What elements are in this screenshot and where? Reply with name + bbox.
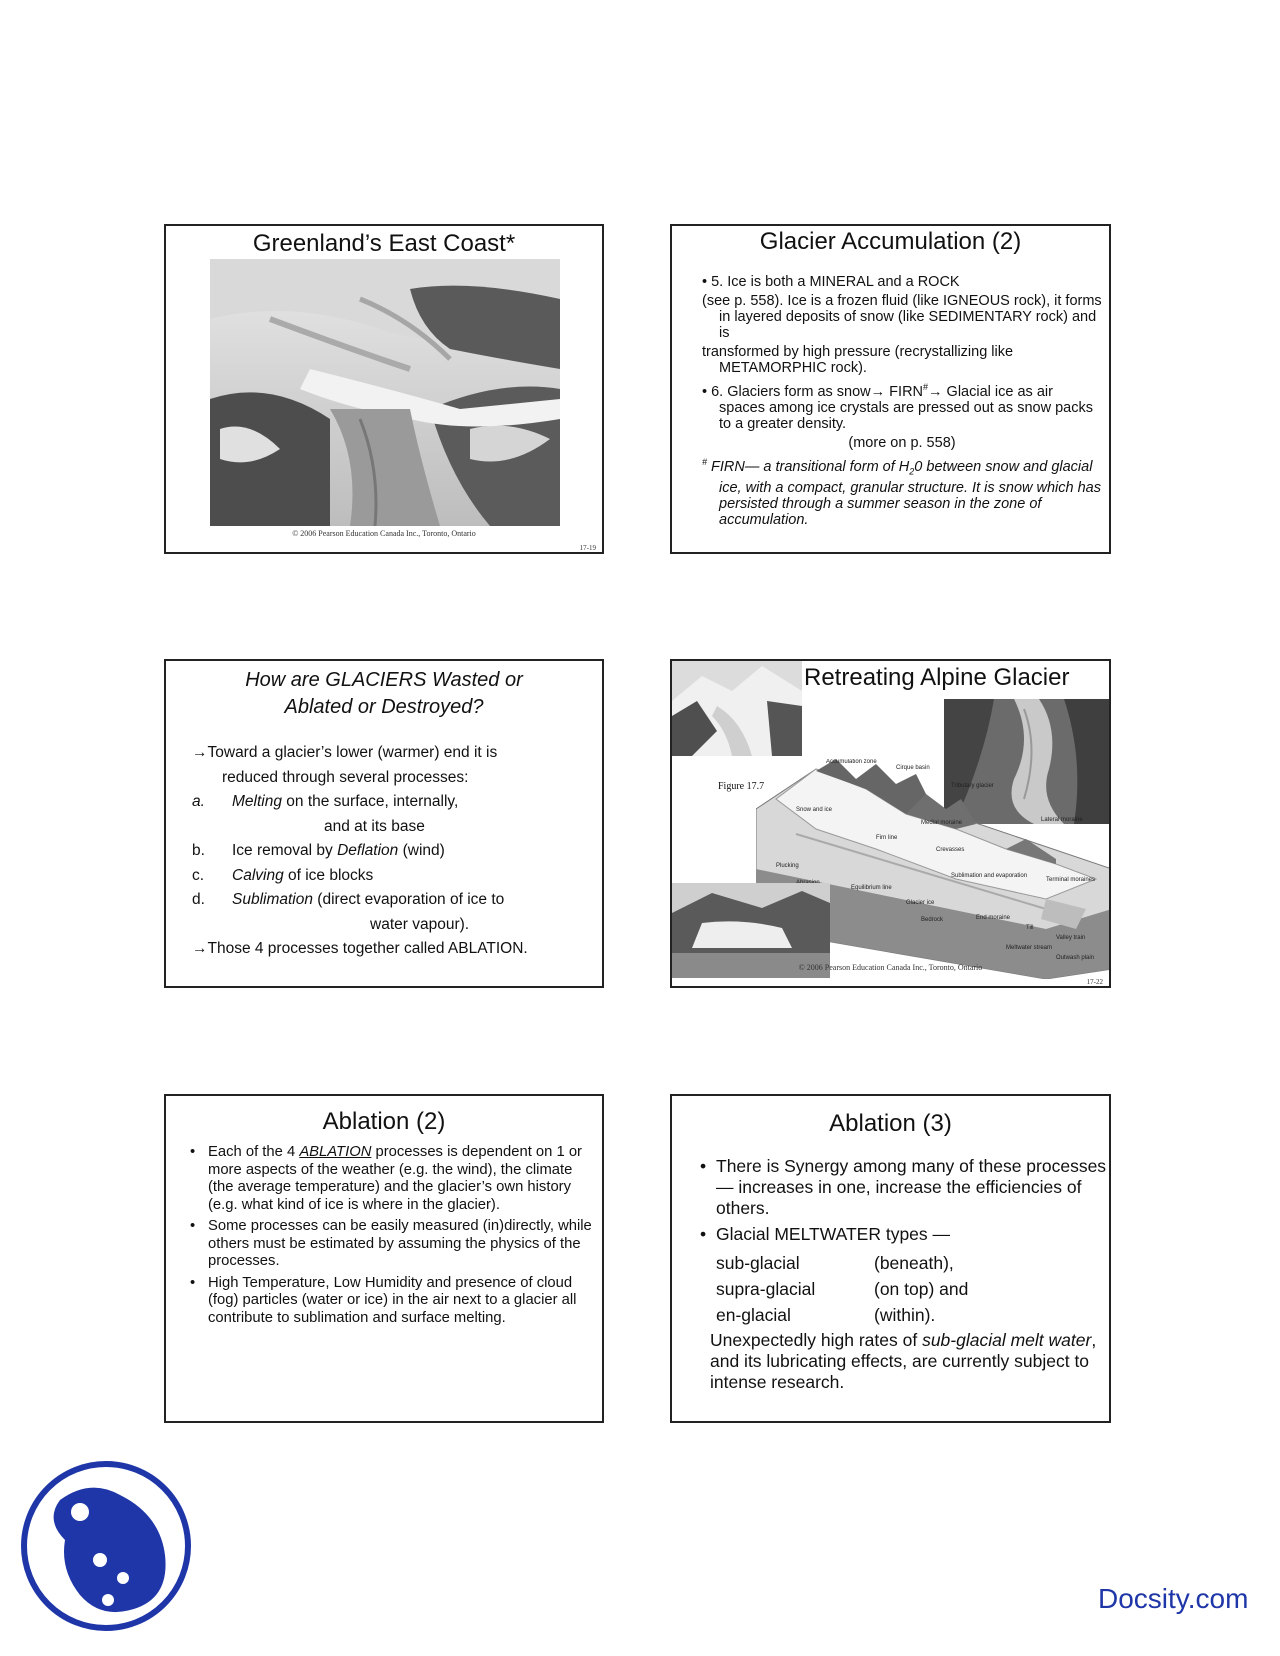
slide-glacier-ablation (164, 659, 604, 988)
diagram-label: Till (1026, 925, 1034, 931)
item-term: Melting (232, 793, 282, 810)
meltwater-type (700, 1276, 1110, 1302)
greenland-aerial-photo (210, 259, 560, 526)
diagram-label: Meltwater stream (1006, 945, 1053, 951)
docsity-link[interactable]: Docsity.com (1098, 1583, 1249, 1614)
slide-title: Ablation (3) (829, 1110, 952, 1137)
point-6 (702, 379, 1102, 432)
diagram-label: Lateral moraine (1041, 817, 1083, 823)
bullet-text-2: processes is dependent on 1 or more aspects of the weather (e.g. the wind), the climate (the average temperature) and the glacier’s own history (e.g. what kind of ice is where in the glacier). (208, 1144, 582, 1213)
slide-number: 17-19 (579, 544, 596, 552)
subscript: 2 (909, 466, 915, 477)
diagram-label: Plucking (776, 863, 799, 869)
item-text-2: (wind) (398, 842, 445, 859)
bullet-list (700, 1156, 1110, 1245)
item-continuation: and at its base (324, 817, 425, 835)
item-continuation: water vapour). (370, 915, 470, 933)
page-reference: (more on p. 558) (848, 434, 956, 451)
diagram-label: Accumulation zone (826, 759, 877, 765)
bullet-item: • There is Synergy among many of these processes — increases in one, increase the efficiencies of others. (700, 1156, 1110, 1219)
meltwater-name: sub-glacial (716, 1253, 800, 1273)
item-label: a. (192, 793, 205, 810)
diagram-label: Outwash plain (1056, 955, 1095, 961)
slide-title (166, 667, 602, 721)
meltwater-type (700, 1250, 1110, 1276)
diagram-label: Sublimation and evaporation (951, 873, 1028, 879)
process-sublimation (192, 888, 592, 913)
diagram-label: Crevasses (936, 847, 965, 853)
slide-number: 17-22 (1086, 978, 1103, 986)
item-label: d. (192, 891, 205, 908)
docsity-logo-icon[interactable] (20, 1460, 192, 1632)
slide-retreating-alpine-glacier (670, 659, 1111, 988)
point-6-text-2: → Glacial ice as air spaces among ice crystals are pressed out as snow packs to a greater density. (719, 383, 1093, 432)
diagram-label: Bedrock (921, 917, 944, 923)
diagram-label: Valley train (1056, 935, 1086, 941)
process-melting (192, 790, 592, 815)
slide-title: Ablation (2) (322, 1108, 446, 1135)
diagram-label: Terminal moraines (1046, 877, 1096, 883)
diagram-label: Glacier ice (906, 900, 935, 906)
item-label: c. (192, 866, 205, 884)
diagram-label: Equilibrium line (851, 885, 892, 891)
intro-text: →Toward a glacier’s lower (warmer) end it is (192, 744, 498, 761)
firn-footnote (702, 454, 1102, 528)
title-line-2: Ablated or Destroyed? (284, 696, 484, 718)
meltwater-desc: (within). (874, 1305, 936, 1325)
point-5-detail-2: transformed by high pressure (recrystallizing like METAMORPHIC rock). (702, 344, 1014, 376)
diagram-label: Cirque basin (896, 765, 930, 771)
slide-ablation-3 (670, 1094, 1111, 1423)
slide-greenland-east-coast (164, 224, 604, 554)
process-calving (192, 864, 592, 889)
footnote-text: FIRN— a transitional form of H (707, 458, 910, 475)
meltwater-type (700, 1302, 1110, 1328)
footnote-text-2: 0 between snow and glacial ice, with a compact, granular structure. It is snow which has persisted through a summer season in the zone of accumulation. (719, 458, 1101, 528)
slide-body (702, 274, 1102, 531)
item-term: Deflation (337, 842, 399, 859)
point-5-detail: (see p. 558). Ice is a frozen fluid (like IGNEOUS rock), it forms in layered deposits of snow (like SEDIMENTARY rock) and is (702, 293, 1102, 341)
closing-part-2: , and its lubricating effects, are currently subject to intense research. (710, 1330, 1097, 1392)
meltwater-desc: (on top) and (874, 1279, 969, 1299)
bullet-item (186, 1144, 598, 1214)
diagram-label: Tributary glacier (951, 783, 994, 789)
footnote-marker: # (702, 456, 708, 467)
meltwater-name: supra-glacial (716, 1279, 816, 1299)
diagram-label: Snow and ice (796, 807, 833, 813)
slide-body (700, 1156, 1110, 1393)
slide-title: Glacier Accumulation (2) (759, 228, 1022, 255)
slide-body (186, 1144, 598, 1331)
item-text: on the surface, internally, (281, 793, 459, 810)
copyright-footer: © 2006 Pearson Education Canada Inc., Toronto, Ontario (292, 529, 476, 538)
bullet-item: • Some processes can be easily measured (in)directly, while others must be estimated by assuming the physics of the processes. (186, 1218, 598, 1271)
closing-term: sub-glacial melt water (922, 1330, 1092, 1350)
alpine-glacier-photo (672, 661, 802, 756)
slide-glacier-accumulation-2 (670, 224, 1111, 554)
bullet-text: Each of the 4 (208, 1144, 300, 1160)
slide-title: Greenland’s East Coast* (252, 230, 516, 257)
process-deflation (192, 839, 592, 864)
meltwater-name: en-glacial (716, 1305, 791, 1325)
diagram-label: Firn line (876, 835, 898, 841)
title-line-1: How are GLACIERS Wasted or (245, 669, 523, 691)
closing-text (700, 1330, 1110, 1393)
slide-body (192, 741, 592, 962)
point-5: • 5. Ice is both a MINERAL and a ROCK (702, 274, 960, 290)
item-text: (direct evaporation of ice to (313, 891, 505, 908)
point-6-text: • 6. Glaciers form as snow→ FIRN (702, 383, 924, 400)
outro-text: →Those 4 processes together called ABLATION. (192, 940, 528, 957)
bullet-list (186, 1144, 598, 1327)
item-label: b. (192, 842, 205, 859)
slide-title: Retreating Alpine Glacier (804, 664, 1070, 691)
bullet-item: • High Temperature, Low Humidity and presence of cloud (fog) particles (water or ice) in the air next to a glacier all contribute to sublimation and surface melting. (186, 1275, 598, 1328)
bullet-term: ABLATION (299, 1144, 372, 1160)
diagram-label: Medial moraine (921, 820, 963, 826)
intro-text-2: reduced through several processes: (222, 768, 469, 786)
diagram-label: End moraine (976, 915, 1011, 921)
closing-part: Unexpectedly high rates of (710, 1330, 923, 1350)
item-term: Sublimation (232, 891, 313, 908)
slide-ablation-2 (164, 1094, 604, 1423)
item-text: of ice blocks (283, 866, 374, 884)
copyright-footer: © 2006 Pearson Education Canada Inc., Toronto, Ontario (798, 963, 983, 972)
footnote-marker: # (923, 382, 929, 392)
meltwater-desc: (beneath), (874, 1253, 954, 1273)
item-text: Ice removal by (232, 842, 338, 859)
bullet-item: • Glacial MELTWATER types — (700, 1224, 1110, 1245)
item-term: Calving (232, 866, 284, 884)
figure-label: Figure 17.7 (718, 781, 765, 792)
